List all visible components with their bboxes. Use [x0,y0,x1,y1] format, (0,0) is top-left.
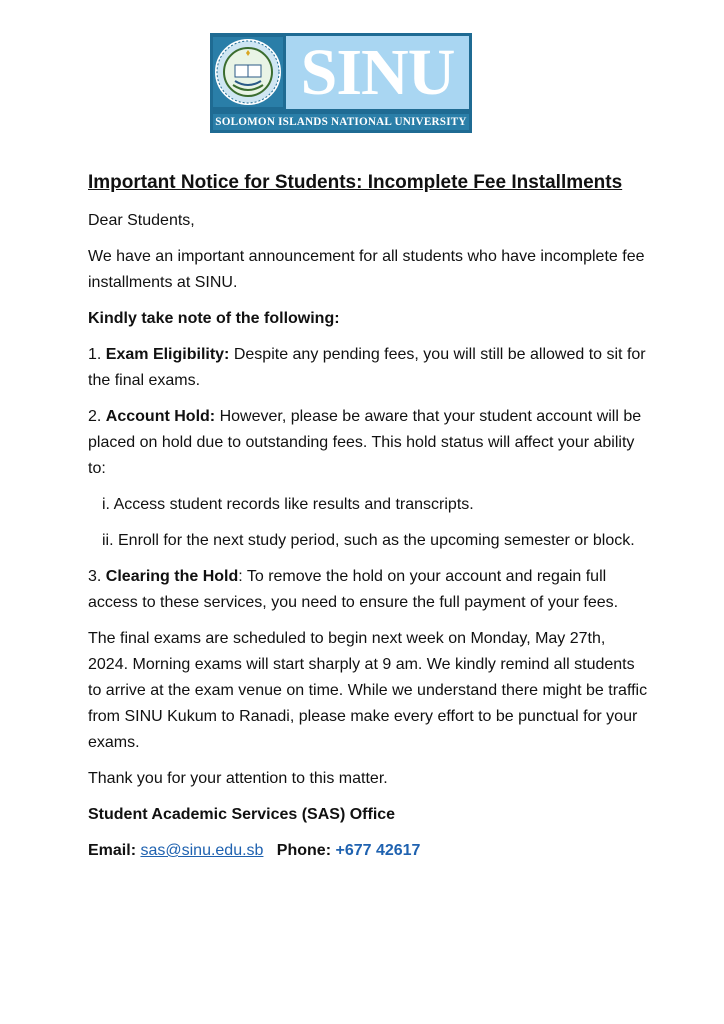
item-exam-eligibility: 1. Exam Eligibility: Despite any pending fees, you will still be allowed to sit for the final exams. [88,346,646,389]
university-seal-icon [213,37,283,107]
item-clearing-hold: 3. Clearing the Hold: To remove the hold on your account and regain full access to these services, you need to ensure the full payment of your fees. [88,568,619,611]
email-label: Email: [88,842,137,859]
thanks-text: Thank you for your attention to this matter. [88,770,388,787]
logo-wordmark: SINU [300,36,455,109]
notice-body [88,170,648,864]
logo-subtitle: SOLOMON ISLANDS NATIONAL UNIVERSITY [213,114,469,130]
exam-info-paragraph: The final exams are scheduled to begin next week on Monday, May 27th, 2024. Morning exams will start sharply at 9 am. We kindly remind all students to arrive at the exam venue on time. While we understand there might be traffic from SINU Kukum to Ranadi, please make every effort to be punctual for your exams. [88,630,648,751]
subitem-enroll: ii. Enroll for the next study period, such as the upcoming semester or block. [102,532,635,549]
phone-label: Phone: [276,842,332,859]
subitem-records: i. Access student records like results and transcripts. [102,496,474,513]
contact-line [88,838,648,864]
office-name: Student Academic Services (SAS) Office [88,806,396,823]
intro-paragraph: We have an important announcement for all students who have incomplete fee installments at SINU. [88,248,645,291]
notice-title: Important Notice for Students: Incomplete Fee Installments [88,172,623,193]
sinu-logo [210,33,472,133]
greeting: Dear Students, [88,212,195,229]
phone-number[interactable]: +677 42617 [335,842,421,859]
email-link[interactable]: sas@sinu.edu.sb [140,842,264,859]
lead-text: Kindly take note of the following: [88,310,340,327]
item-account-hold: 2. Account Hold: However, please be aware that your student account will be placed on hold due to outstanding fees. This hold status will affect your ability to: [88,408,642,477]
